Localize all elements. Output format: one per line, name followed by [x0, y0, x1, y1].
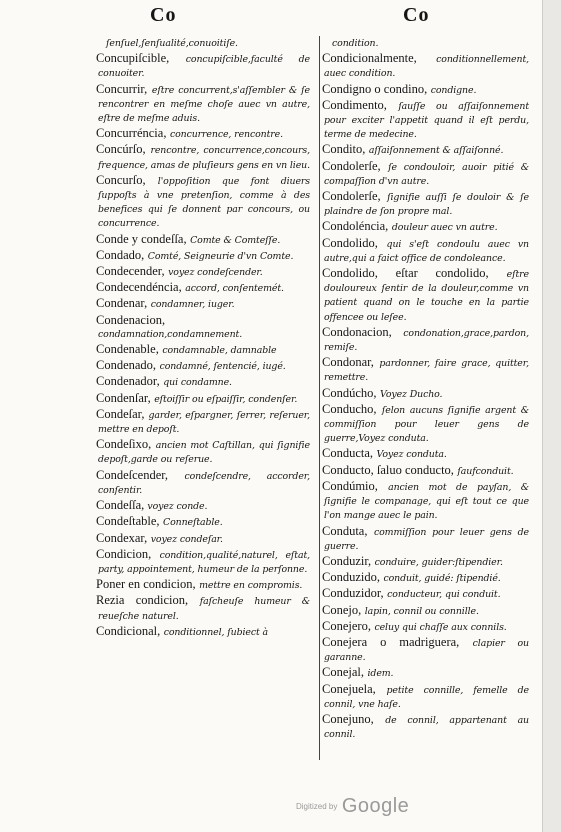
dictionary-entry — [322, 143, 529, 157]
entry-headword: Conejal, — [322, 665, 365, 680]
dictionary-entry — [322, 555, 529, 569]
dictionary-entry — [322, 387, 529, 401]
dictionary-entry — [96, 249, 310, 263]
entry-definition: condonation,grace,pardon, remiſe. — [324, 327, 529, 354]
entry-definition: idem. — [367, 668, 394, 680]
dictionary-entry — [322, 190, 529, 218]
entry-headword: Condúcho, — [322, 385, 377, 400]
dictionary-entry — [322, 403, 529, 446]
entry-definition: conditionnel, ſubiect à — [163, 626, 269, 638]
entry-definition: Voyez Ducho. — [380, 388, 443, 400]
entry-definition: celuy qui chaſſe aux connils. — [374, 621, 507, 633]
entry-headword: Condimento, — [322, 97, 387, 112]
entry-definition: condamnable, damnable — [162, 345, 277, 357]
dictionary-entry — [322, 636, 529, 664]
entry-headword: Condolerſe, — [322, 189, 381, 204]
dictionary-entry — [322, 36, 529, 50]
entry-definition: conditionnellement, auec condition. — [324, 54, 529, 80]
dictionary-entry — [96, 578, 310, 592]
dictionary-entry — [96, 499, 310, 513]
entry-headword: Condigno o condino, — [322, 81, 428, 96]
running-head-left: Co — [150, 4, 177, 26]
entry-headword: Condúmio, — [322, 478, 378, 493]
entry-definition: ſaufconduit. — [457, 465, 514, 477]
entry-definition: douleur auec vn autre. — [391, 222, 498, 234]
entry-definition: voyez conde. — [147, 501, 208, 513]
entry-definition: eſtre concurrent,s'aſſembler & ſe rencontrer en meſme choſe auec vn autre, eſtre de meſme aduis. — [98, 84, 310, 125]
digitization-watermark — [296, 795, 409, 818]
entry-headword: Concurſo, — [96, 172, 146, 187]
entry-headword: Condolido, — [322, 235, 378, 250]
entry-definition: qui condamne. — [163, 377, 232, 389]
entry-definition: conduit, guidé: ſtipendié. — [383, 573, 501, 585]
entry-headword: Conejuno, — [322, 711, 374, 726]
entry-definition: ſignifie auſſi ſe douloir & ſe plaindre de ſon propre mal. — [324, 192, 529, 218]
entry-definition: condeſcendre, accorder, conſentir. — [98, 470, 310, 496]
dictionary-entry — [96, 343, 310, 357]
entry-headword: Condexar, — [96, 530, 148, 545]
entry-definition: ſenſuel,ſenſualité,conuoitiſe. — [106, 38, 238, 49]
entry-definition: clapier ou garanne. — [324, 637, 529, 664]
entry-headword: Conejuela, — [322, 681, 376, 696]
dictionary-entry — [96, 174, 310, 231]
dictionary-entry — [96, 359, 310, 373]
dictionary-entry — [322, 267, 529, 324]
dictionary-entry — [96, 392, 310, 406]
entry-headword: Condeſixo, — [96, 437, 152, 452]
dictionary-entry — [322, 666, 529, 680]
dictionary-entry — [96, 36, 310, 50]
dictionary-entry — [322, 587, 529, 601]
dictionary-entry — [322, 83, 529, 97]
dictionary-entry — [96, 297, 310, 311]
entry-headword: Concurréncia, — [96, 126, 167, 141]
dictionary-entry — [96, 532, 310, 546]
watermark-prefix: Digitized by — [296, 802, 338, 811]
entry-headword: Condito, — [322, 142, 366, 157]
entry-definition: ancien mot de payſan, & ſignifie le companage, qui eſt tout ce que l'on mange auec le pain. — [324, 481, 529, 522]
entry-headword: Poner en condicion, — [96, 577, 196, 592]
dictionary-entry — [322, 447, 529, 461]
entry-definition: qui s'eſt condoulu auec vn autre,qui a faict office de condoleance. — [324, 238, 529, 264]
entry-definition: accord, conſentemét. — [185, 283, 284, 295]
dictionary-entry — [96, 265, 310, 279]
entry-headword: Conduzido, — [322, 570, 380, 585]
entry-headword: Condeſar, — [96, 406, 145, 421]
entry-headword: Conejo, — [322, 602, 362, 617]
entry-definition: ſe condouloir, auoir pitié & compaſſion d'vn autre. — [324, 161, 529, 187]
entry-definition: condigne. — [430, 84, 477, 96]
dictionary-entry — [322, 99, 529, 142]
dictionary-entry — [96, 408, 310, 436]
entry-headword: Conde y condeſſa, — [96, 231, 187, 246]
entry-definition: petite connille, femelle de connil, vne haſe. — [324, 684, 530, 710]
dictionary-entry — [322, 713, 529, 741]
entry-headword: Conduzir, — [322, 553, 372, 568]
entry-headword: Condecendéncia, — [96, 280, 182, 295]
entry-headword: Condoléncia, — [322, 219, 389, 234]
entry-definition: Conneſtable. — [163, 517, 223, 529]
left-column — [96, 36, 310, 641]
dictionary-entry — [322, 683, 529, 711]
entry-definition: eſtoiſſir ou eſpaiſſir, condenſer. — [154, 393, 298, 405]
entry-headword: Condolido, eſtar condolido, — [322, 266, 489, 281]
entry-definition: commiſſion pour leuer gens de guerre. — [324, 526, 529, 552]
entry-definition: voyez condeſar. — [150, 533, 223, 545]
entry-definition: aſſaiſonnement & aſſaiſonné. — [368, 145, 504, 157]
dictionary-entry — [322, 525, 529, 553]
entry-headword: Condonacion, — [322, 324, 392, 339]
entry-headword: Condeſtable, — [96, 514, 160, 529]
entry-definition: conduire, guider:ſtipendier. — [374, 556, 503, 568]
entry-headword: Conducho, — [322, 401, 377, 416]
entry-headword: Rezia condicion, — [96, 593, 189, 608]
entry-definition: concurrence, rencontre. — [169, 129, 283, 141]
entry-definition: l'oppoſition que font diuers ſuppoſts à vne pretenſion, comme à des benefices qui ſe donnent par concours, ou concurrence. — [98, 175, 311, 230]
entry-headword: Condicionalmente, — [322, 51, 417, 66]
dictionary-entry — [96, 281, 310, 295]
entry-definition: concupiſcible,faculté de conuoiter. — [98, 54, 311, 80]
dictionary-entry — [322, 237, 529, 265]
running-head-right: Co — [403, 4, 430, 26]
entry-headword: Condenacion, — [96, 312, 166, 327]
entry-definition: ſelon aucuns ſignifie argent & commiſſion pour leuer gens de guerre,Voyez conduta. — [324, 404, 529, 445]
entry-headword: Conducto, ſaluo conducto, — [322, 462, 454, 477]
entry-definition: ancien mot Caſtillan, qui ſignifie depoſt,garde ou reſerue. — [98, 440, 310, 466]
dictionary-entry — [96, 594, 310, 622]
entry-headword: Condenſar, — [96, 390, 151, 405]
entry-headword: Conduzidor, — [322, 586, 384, 601]
entry-definition: garder, eſpargner, ſerrer, reſeruer, mettre en depoſt. — [98, 409, 310, 436]
entry-definition: mettre en compromis. — [199, 580, 303, 592]
dictionary-entry — [322, 620, 529, 634]
entry-definition: condition. — [332, 38, 379, 49]
dictionary-entry — [96, 83, 310, 126]
dictionary-entry — [96, 438, 310, 466]
dictionary-entry — [96, 143, 310, 171]
right-column — [322, 36, 529, 743]
dictionary-entry — [96, 127, 310, 141]
entry-headword: Conducta, — [322, 446, 374, 461]
entry-headword: Condolerſe, — [322, 158, 381, 173]
entry-definition: Comté, Seigneurie d'vn Comte. — [147, 250, 294, 262]
entry-headword: Condicional, — [96, 623, 161, 638]
entry-headword: Condicion, — [96, 546, 152, 561]
entry-definition: pardonner, faire grace, quitter, remettre. — [324, 358, 529, 384]
dictionary-entry — [96, 515, 310, 529]
dictionary-entry — [322, 480, 529, 523]
dictionary-entry — [322, 464, 529, 478]
entry-headword: Condenado, — [96, 358, 157, 373]
dictionary-entry — [96, 625, 310, 639]
entry-definition: faſcheuſe humeur & reueſche naturel. — [98, 596, 311, 622]
dictionary-entry — [322, 160, 529, 188]
dictionary-entry — [96, 52, 310, 80]
entry-definition: lapin, connil ou connille. — [364, 605, 479, 617]
entry-definition: rencontre, concurrence,concours, frequence, amas de pluſieurs gens en vn lieu. — [98, 145, 310, 171]
dictionary-entry — [322, 604, 529, 618]
entry-headword: Condenar, — [96, 296, 148, 311]
entry-definition: Comte & Comteſſe. — [190, 234, 281, 246]
dictionary-entry — [322, 326, 529, 354]
entry-headword: Conduta, — [322, 523, 368, 538]
dictionary-entry — [96, 233, 310, 247]
dictionary-entry — [322, 356, 529, 384]
entry-headword: Condeſcender, — [96, 467, 169, 482]
column-divider — [319, 36, 320, 760]
entry-definition: voyez condeſcender. — [168, 267, 263, 279]
entry-headword: Concúrſo, — [96, 142, 146, 157]
entry-definition: condition,qualité,naturel, eſtat, party, appointement, humeur de la perſonne. — [98, 549, 310, 575]
entry-headword: Concupiſcible, — [96, 51, 170, 66]
entry-headword: Conejero, — [322, 618, 371, 633]
entry-definition: condamnation,condamnement. — [98, 328, 243, 340]
entry-headword: Conejera o madriguera, — [322, 634, 460, 649]
dictionary-entry — [96, 375, 310, 389]
entry-definition: de connil, appartenant au connil. — [324, 714, 529, 741]
entry-definition: condamner, iuger. — [150, 299, 235, 311]
entry-definition: conducteur, qui conduit. — [387, 589, 501, 601]
entry-headword: Condonar, — [322, 355, 374, 370]
dictionary-entry — [96, 469, 310, 497]
dictionary-entry — [96, 314, 310, 341]
google-logo: Google — [341, 795, 410, 817]
entry-headword: Concurrir, — [96, 81, 148, 96]
entry-headword: Condenador, — [96, 374, 160, 389]
entry-headword: Condecender, — [96, 264, 165, 279]
dictionary-entry — [322, 52, 529, 80]
dictionary-entry — [322, 220, 529, 234]
entry-definition: Voyez conduta. — [376, 449, 447, 461]
dictionary-entry — [96, 548, 310, 576]
entry-definition: ſauſſe ou aſſaiſonnement pour exciter l'appetit quand il eſt perdu, terme de medecine. — [324, 100, 529, 141]
entry-headword: Condenable, — [96, 342, 159, 357]
page-gutter — [542, 0, 561, 832]
entry-definition: eſtre douloureux ſentir de la douleur,comme vn patient quand on le touche en la partie offencee ou leſee. — [324, 269, 529, 323]
entry-definition: condamné, ſentencié, iugé. — [159, 361, 286, 373]
dictionary-entry — [322, 571, 529, 585]
entry-headword: Condado, — [96, 247, 145, 262]
entry-headword: Condeſſa, — [96, 498, 148, 513]
